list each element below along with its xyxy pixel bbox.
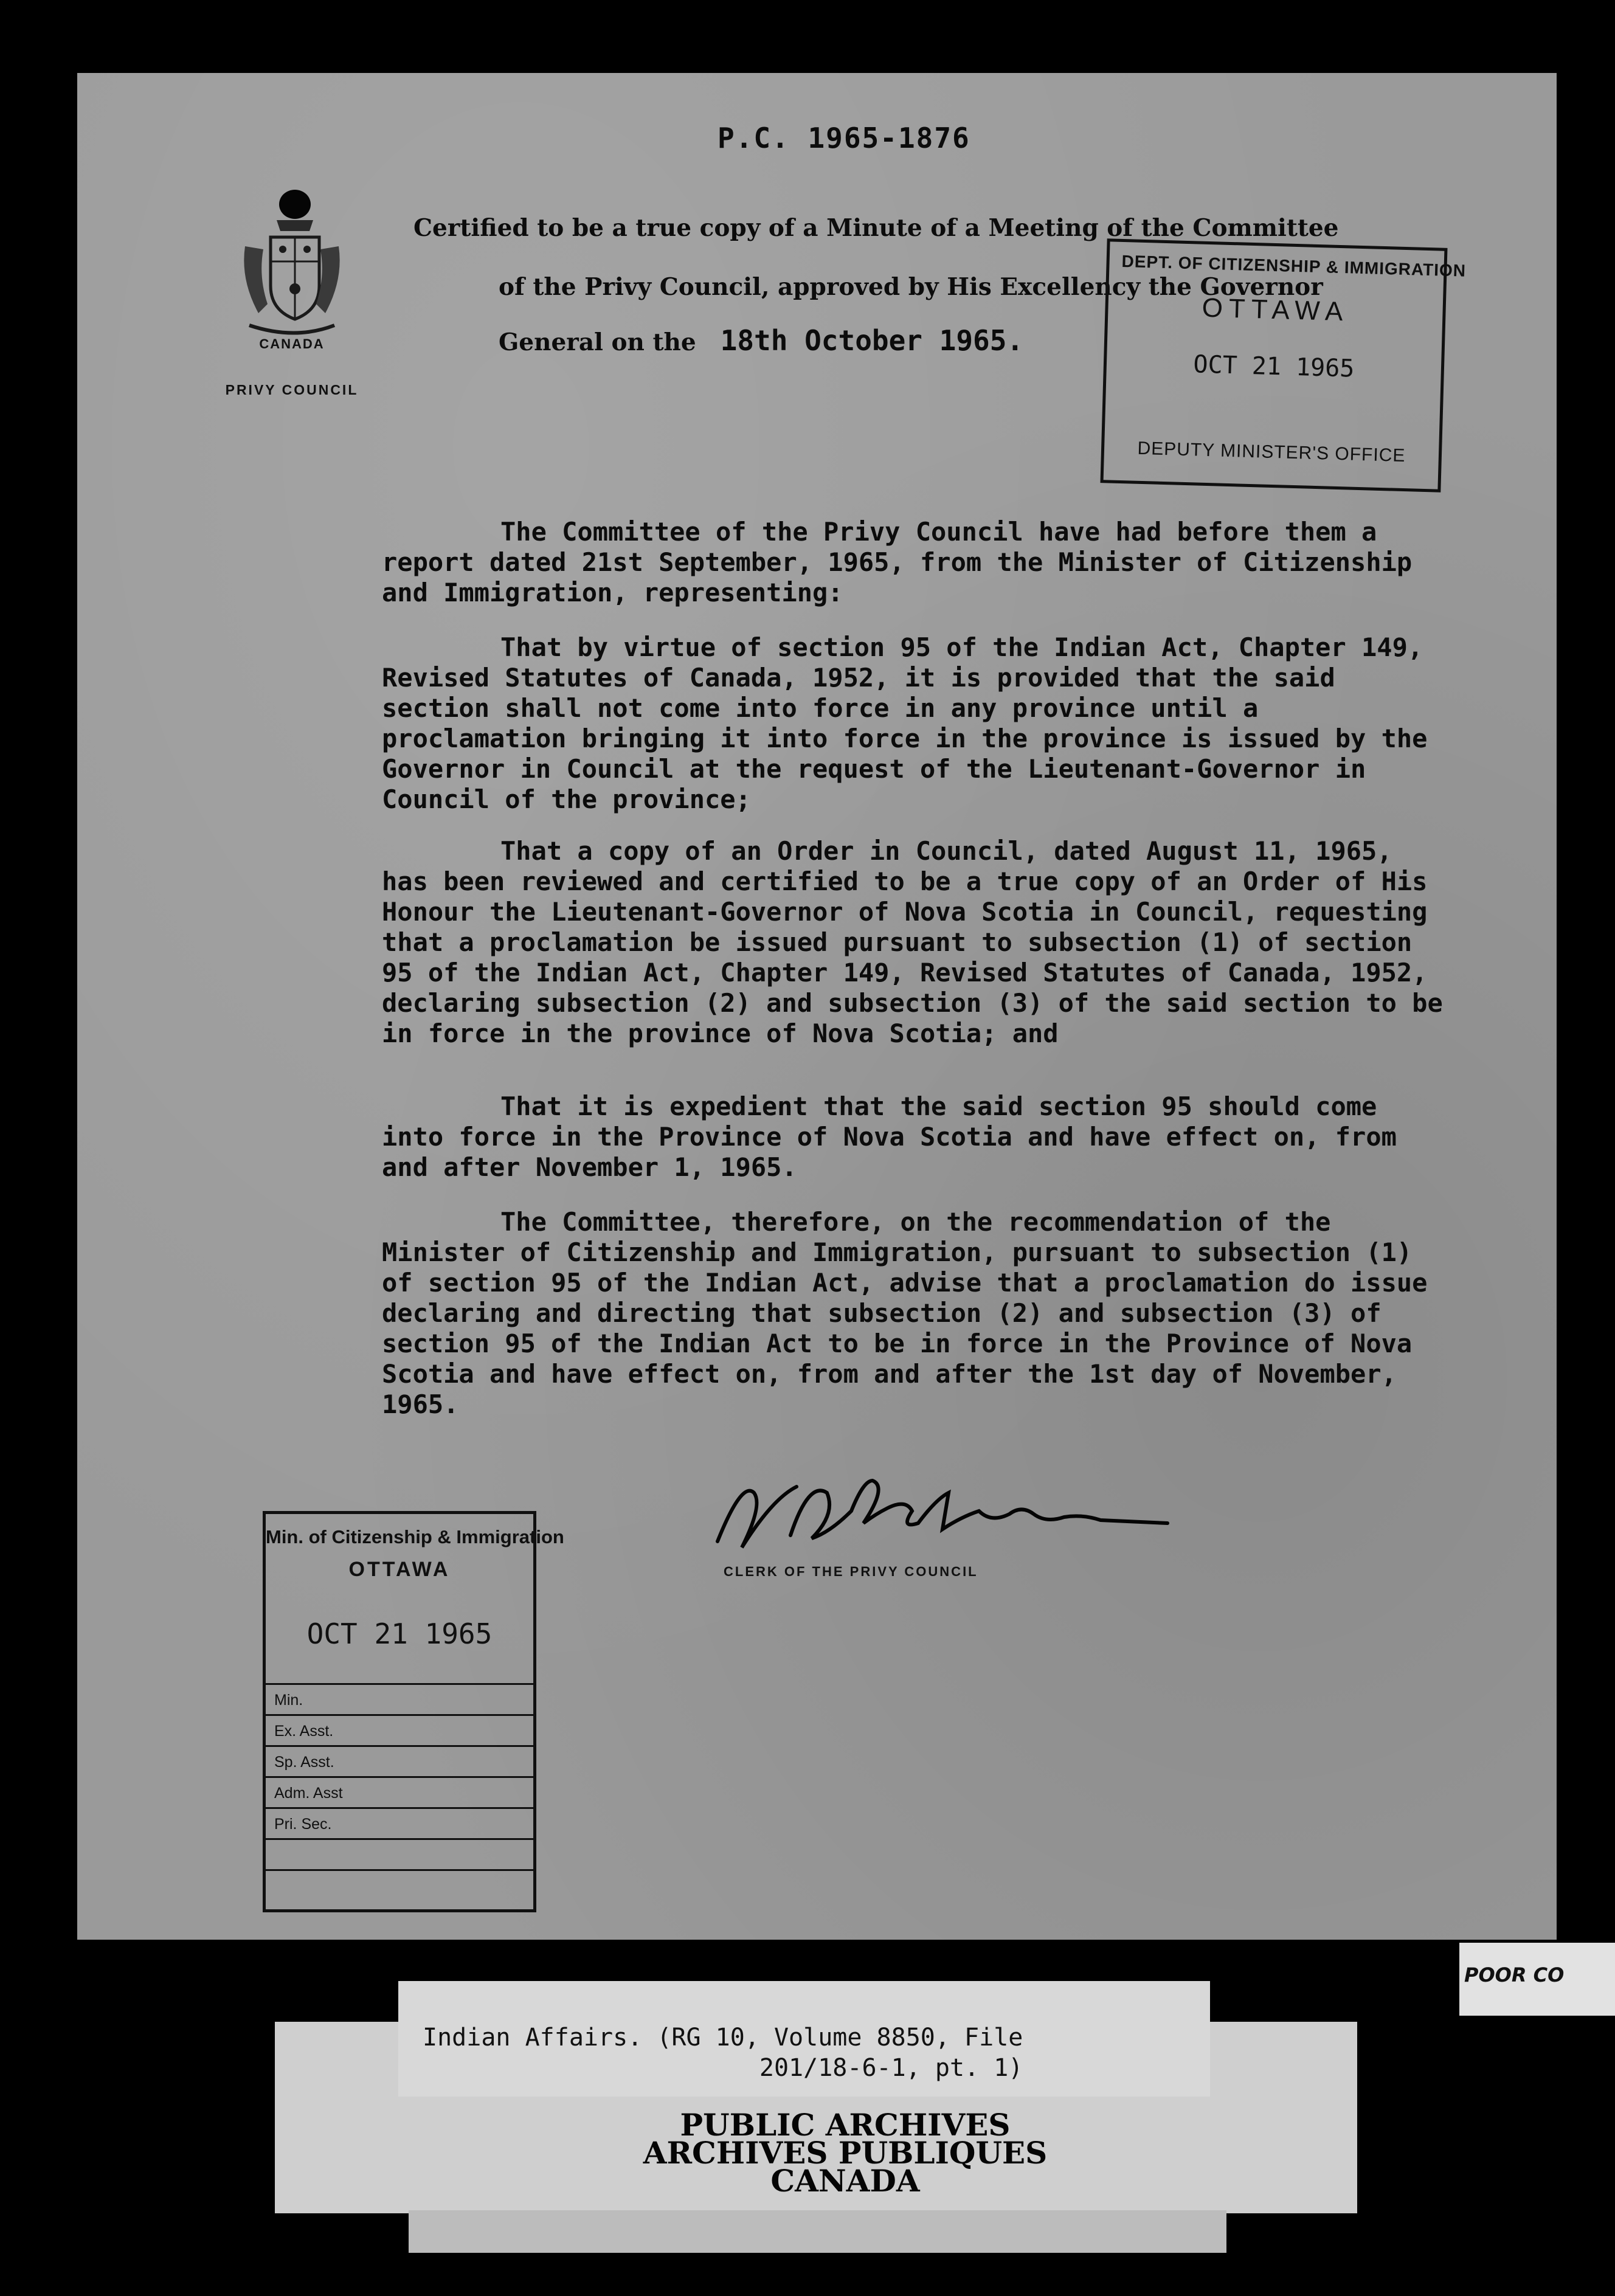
archives-card-edge xyxy=(409,2210,1226,2253)
coat-of-arms-icon xyxy=(234,188,350,341)
order-number: P.C. 1965-1876 xyxy=(718,122,970,154)
public-archives-stamp xyxy=(608,2107,1082,2199)
certification-prefix: General on the xyxy=(499,328,696,356)
stamp-department: DEPT. OF CITIZENSHIP & IMMIGRATION xyxy=(1121,251,1467,280)
archives-stamp-line: CANADA xyxy=(770,2163,920,2199)
routing-row xyxy=(266,1838,533,1869)
issuer-label: PRIVY COUNCIL xyxy=(225,382,359,398)
stamp-city: OTTAWA xyxy=(1202,292,1350,327)
routing-row: Pri. Sec. xyxy=(266,1807,533,1838)
certification-line-1: Certified to be a true copy of a Minute of a Meeting of the Committee xyxy=(413,214,1339,242)
crest-label: CANADA xyxy=(259,336,325,351)
reference-label xyxy=(398,1981,1210,2097)
stamp-date: OCT 21 1965 xyxy=(1192,350,1355,383)
routing-row: Adm. Asst xyxy=(266,1776,533,1807)
poor-copy-note: POOR CO xyxy=(1459,1943,1615,2016)
routing-row: Min. xyxy=(266,1683,533,1714)
ministry-receipt-stamp xyxy=(263,1511,564,1912)
stamp-office: DEPUTY MINISTER'S OFFICE xyxy=(1137,438,1406,466)
deputy-minister-stamp xyxy=(1100,238,1467,492)
certification-line-3 xyxy=(499,324,1023,357)
stamp-city: OTTAWA xyxy=(348,1558,451,1581)
paragraph-expedient: That it is expedient that the said section 95 should come into force in the Province of Nova Scotia and have effect on, from and after November 1, 1965. xyxy=(382,1091,1397,1182)
meeting-date: 18th October 1965. xyxy=(720,324,1024,357)
routing-row: Sp. Asst. xyxy=(266,1745,533,1776)
routing-row: Ex. Asst. xyxy=(266,1714,533,1745)
routing-rows xyxy=(266,1683,533,1900)
paragraph-recommendation: The Committee, therefore, on the recommendation of the Minister of Citizenship and Immigration, pursuant to subsection (1) of section 95 of the Indian Act, advise that a proclamation do issue declaring and directing that subsection (2) and subsection (3) of section 95 of the Indian Act to be in force in the Province of Nova Scotia and have effect on, from and after the 1st day of November, 1965. xyxy=(382,1207,1428,1419)
stamp-department: Min. of Citizenship & Immigration xyxy=(266,1526,564,1547)
paragraph-order-in-council: That a copy of an Order in Council, dated August 11, 1965, has been reviewed and certified to be a true copy of an Order of His Honour the Lieutenant-Governor of Nova Scotia in Council, requesting that a proclamation be issued pursuant to subsection (1) of section 95 of the Indian Act, Chapter 149, Revised Statutes of Canada, 1952, declaring subsection (2) and subsection (3) of the said section to be in force in the province of Nova Scotia; and xyxy=(382,836,1443,1048)
paragraph-report: The Committee of the Privy Council have had before them a report dated 21st September, 1965, from the Minister of Citizenship and Immigration, representing: xyxy=(382,517,1413,607)
certification-line-2: of the Privy Council, approved by His Excellency the Governor xyxy=(499,273,1323,301)
routing-row xyxy=(266,1869,533,1900)
paragraph-section-95: That by virtue of section 95 of the Indian Act, Chapter 149, Revised Statutes of Canada, 1952, it is provided that the said section shall not come into force in any province until a proclamation bringing it into force in the province is issued by the Governor in Council at the request of the Lieutenant-Governor in Council of the province; xyxy=(382,632,1428,814)
stamp-date: OCT 21 1965 xyxy=(306,1617,493,1650)
archives-stamp-line: ARCHIVES PUBLIQUES xyxy=(643,2135,1048,2171)
archive-reference: Indian Affairs. (RG 10, Volume 8850, File 201/18-6-1, pt. 1) xyxy=(423,2024,1023,2082)
clerk-title: CLERK OF THE PRIVY COUNCIL xyxy=(724,1564,978,1579)
archives-stamp-line: PUBLIC ARCHIVES xyxy=(680,2107,1011,2143)
